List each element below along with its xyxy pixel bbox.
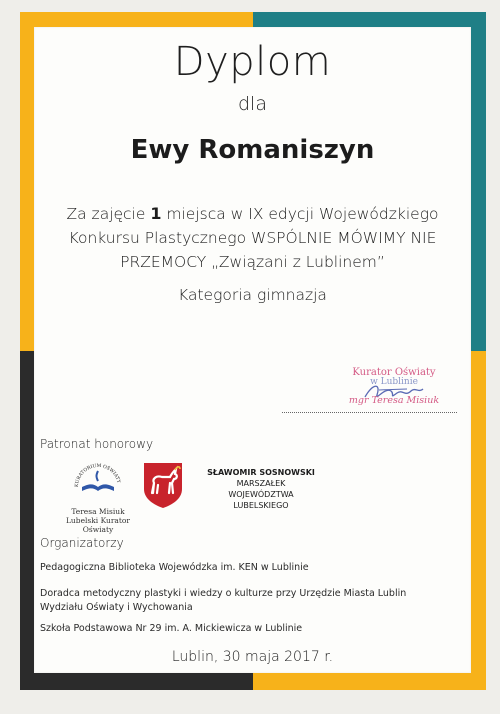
marshal-name: SŁAWOMIR SOSNOWSKI	[207, 468, 315, 477]
recipient-name: Ewy Romaniszyn	[130, 135, 375, 165]
frame-top-yellow	[20, 12, 253, 27]
kuratorium-caption	[54, 507, 142, 534]
organizer-item: Pedagogiczna Biblioteka Wojewódzka im. KEN w Lublinie	[40, 562, 309, 573]
official-stamp	[334, 367, 454, 406]
award-text	[44, 202, 461, 274]
award-rest: miejsca w IX edycji Wojewódzkiego	[161, 205, 439, 223]
frame-top-teal	[253, 12, 486, 27]
for-word: dla	[238, 93, 267, 115]
frame-bottom-dark	[20, 673, 253, 690]
marshal-title: MARSZAŁEK	[236, 479, 286, 488]
category: Kategoria gimnazja	[178, 286, 327, 304]
book-logo-icon	[72, 457, 124, 501]
logo-ring-text: KURATORIUM OŚWIATY	[74, 463, 121, 488]
organizer-item	[40, 587, 460, 615]
frame-right-yellow	[471, 351, 486, 690]
issue-date: Lublin, 30 maja 2017 r.	[171, 649, 334, 665]
organizer-item: Szkoła Podstawowa Nr 29 im. A. Mickiewicza w Lublinie	[40, 623, 303, 634]
frame-right-teal	[471, 12, 486, 351]
stamp-name: mgr Teresa Misiuk	[348, 395, 440, 406]
lublin-goat-crest-icon	[142, 461, 184, 509]
award-line-3: PRZEMOCY „Związani z Lublinem”	[120, 253, 385, 271]
kuratorium-line-2: Lubelski Kurator Oświaty	[65, 516, 131, 534]
marshal-block	[202, 467, 320, 511]
frame-bottom-yellow	[253, 673, 486, 690]
organizer-line: Doradca metodyczny plastyki i wiedzy o kulturze przy Urzędzie Miasta Lublin	[40, 588, 407, 599]
award-line-1	[44, 202, 461, 226]
award-prefix: Za zajęcie	[66, 205, 151, 223]
award-line-2: Konkursu Plastycznego WSPÓLNIE MÓWIMY NIE	[68, 229, 437, 247]
certificate-paper	[34, 27, 471, 673]
signature-dotted-line	[282, 412, 457, 413]
organizers-heading: Organizatorzy	[40, 536, 124, 550]
organizer-line: Wydziału Oświaty i Wychowania	[40, 602, 193, 613]
kuratorium-line-1: Teresa Misiuk	[71, 507, 125, 516]
marshal-region: WOJEWÓDZTWA LUBELSKIEGO	[228, 490, 294, 510]
patronage-heading: Patronat honorowy	[40, 437, 154, 451]
place-number: 1	[150, 204, 162, 223]
frame-left-dark	[20, 351, 34, 690]
kuratorium-logo	[54, 457, 142, 534]
frame-left-yellow	[20, 12, 34, 351]
stamp-line-2: w Lublinie	[370, 377, 418, 387]
certificate-title: Dyplom	[173, 39, 332, 85]
stamp-line-1: Kurator Oświaty	[352, 367, 436, 378]
